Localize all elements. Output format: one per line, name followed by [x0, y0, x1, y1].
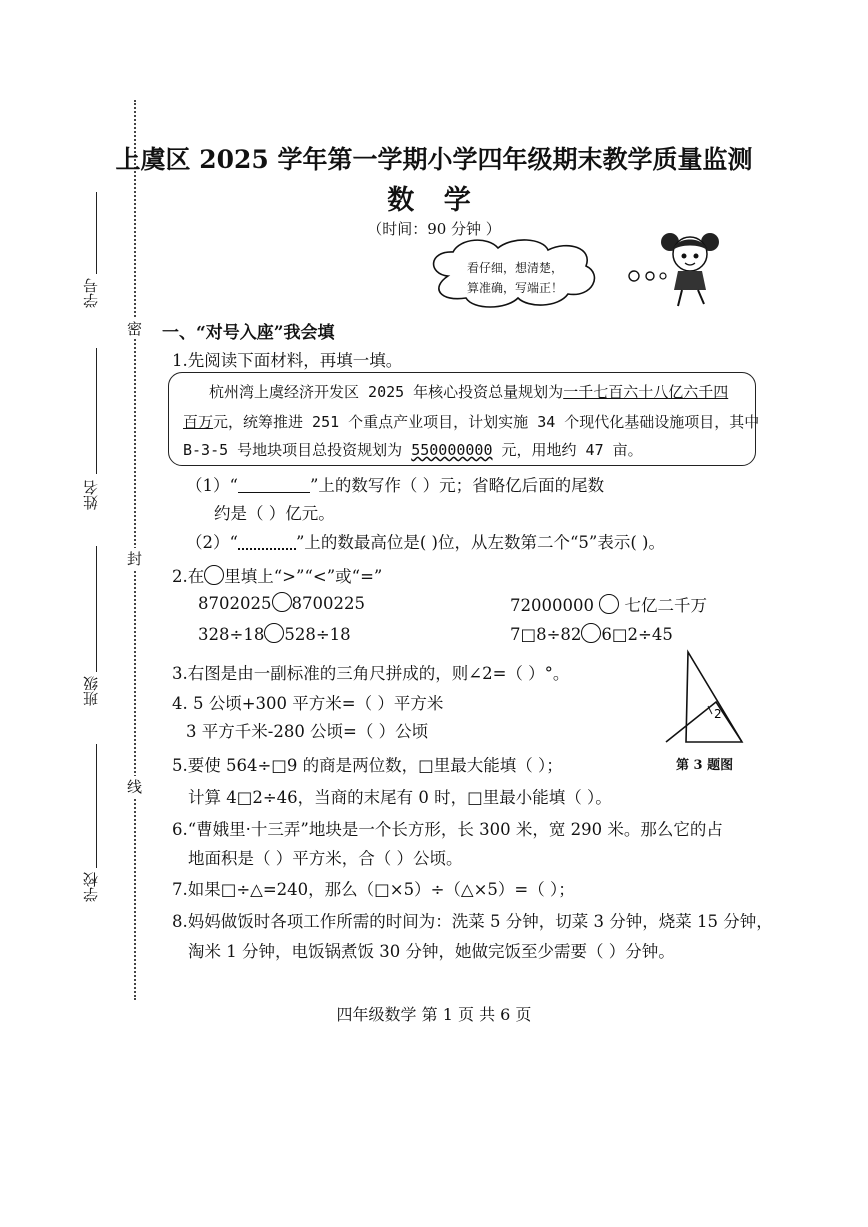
- q1-part1-text: ”上的数写作（ ）元；省略亿后面的尾数: [309, 476, 605, 495]
- cartoon-girl-illustration: [660, 228, 720, 310]
- q2-d-right: 6□2÷45: [601, 625, 673, 644]
- q4-line2: 3 平方千米-280 公顷=（ ）公顷: [186, 722, 429, 741]
- material-text-d: 元，用地约 47 亩。: [492, 441, 643, 459]
- q2-c-right: 528÷18: [284, 625, 351, 644]
- q1-part2: [186, 529, 665, 553]
- compare-circle-a[interactable]: [272, 592, 292, 612]
- q2-item-c: [198, 623, 351, 644]
- figure-caption: 第 3 题图: [676, 758, 734, 773]
- q2-item-a: [198, 592, 365, 613]
- seal-word-feng: 封: [127, 550, 143, 568]
- circle-icon: [204, 565, 224, 585]
- time-limit: （时间：90 分钟 ）: [367, 220, 501, 238]
- q2-c-left: 328÷18: [198, 625, 265, 644]
- q1-part1-line2: 约是（ ）亿元。: [214, 504, 335, 523]
- compare-circle-c[interactable]: [264, 623, 284, 643]
- q6-line2: 地面积是（ ）平方米，合（ ）公顷。: [188, 849, 463, 868]
- page-footer: 四年级数学 第 1 页 共 6 页: [336, 1005, 532, 1024]
- q2-item-b: [510, 592, 707, 616]
- q7-text: 7.如果□÷△=240，那么（□×5）÷（△×5）=（ ）；: [172, 880, 575, 899]
- school-label: 学校: [82, 872, 100, 902]
- q5-line2: 计算 4□2÷46，当商的末尾有 0 时，□里最小能填（ ）。: [188, 788, 612, 807]
- q5-line1: 5.要使 564÷□9 的商是两位数，□里最大能填（ ）；: [172, 756, 563, 775]
- q2-d-left: 7□8÷82: [510, 625, 582, 644]
- q1-part2-prefix: （2）“: [186, 533, 238, 552]
- class-line: [96, 546, 97, 672]
- q6-line1: 6.“曹娥里·十三弄”地块是一个长方形，长 300 米，宽 290 米。那么它的占: [172, 820, 723, 839]
- cloud-line-1: 看仔细，想清楚，: [466, 261, 563, 275]
- q2-b-right: 七亿二千万: [624, 596, 707, 615]
- material-text-a: 杭州湾上虞经济开发区 2025 年核心投资总量规划为: [209, 383, 564, 401]
- material-underlined-number-cont: 百万: [183, 413, 214, 431]
- material-text-b: 元，统筹推进 251 个重点产业项目，计划实施 34 个现代化基础设施项目，其中: [213, 413, 760, 431]
- compare-circle-d[interactable]: [581, 623, 601, 643]
- triangle-rulers-figure: [662, 648, 746, 746]
- school-line: [96, 744, 97, 868]
- q8-line1: 8.妈妈做饭时各项工作所需的时间为：洗菜 5 分钟，切菜 3 分钟，烧菜 15 分钟，: [172, 912, 773, 931]
- q1-part1-line1: [186, 472, 604, 496]
- q2-a-left: 8702025: [198, 594, 272, 613]
- q8-line2: 淘米 1 分钟，电饭锅煮饭 30 分钟，她做完饭至少需要（ ）分钟。: [188, 942, 675, 961]
- q2-item-d: [510, 623, 673, 644]
- name-line: [96, 348, 97, 474]
- compare-circle-b[interactable]: [599, 594, 619, 614]
- subject-title: 数 学: [387, 185, 481, 216]
- q4-line1: 4. 5 公顷+300 平方米=（ ）平方米: [172, 694, 444, 713]
- material-wavy-number: 550000000: [411, 441, 493, 459]
- material-text-c: B-3-5 号地块项目总投资规划为: [183, 441, 412, 459]
- q1-intro: 1.先阅读下面材料，再填一填。: [172, 351, 403, 370]
- seal-word-xian: 线: [127, 778, 143, 796]
- exam-title: 上虞区 2025 学年第一学期小学四年级期末教学质量监测: [115, 145, 753, 174]
- straight-underline-sample: [238, 478, 310, 493]
- q2-intro: [172, 563, 382, 587]
- q2-intro-b: 里填上“>”“<”或“=”: [224, 567, 383, 586]
- section-one-heading: 一、“对号入座”我会填: [162, 323, 335, 343]
- student-id-label: 学号: [82, 278, 100, 308]
- cloud-line-2: 算准确，写端正！: [466, 281, 563, 295]
- angle-label: 2: [714, 707, 722, 721]
- q2-b-left: 72000000: [510, 596, 594, 615]
- q3-text: 3.右图是由一副标准的三角尺拼成的，则∠2=（ ）°。: [172, 664, 570, 683]
- q1-material-box: [168, 372, 760, 466]
- q2-intro-a: 2.在: [172, 567, 205, 586]
- material-line-2: [183, 411, 759, 432]
- q1-part1-prefix: （1）“: [186, 476, 238, 495]
- seal-word-mi: 密: [127, 320, 143, 338]
- class-label: 班级: [82, 676, 100, 706]
- wavy-underline-sample: [238, 534, 296, 550]
- material-underlined-number: 一千七百六十八亿六千四: [563, 383, 729, 401]
- cloud-text: [450, 258, 580, 298]
- q2-a-right: 8700225: [291, 594, 365, 613]
- q1-part2-text: ”上的数最高位是( )位，从左数第二个“5”表示( )。: [295, 533, 665, 552]
- material-line-1: [209, 381, 728, 402]
- material-line-3: [183, 439, 643, 460]
- name-label: 姓名: [82, 480, 100, 510]
